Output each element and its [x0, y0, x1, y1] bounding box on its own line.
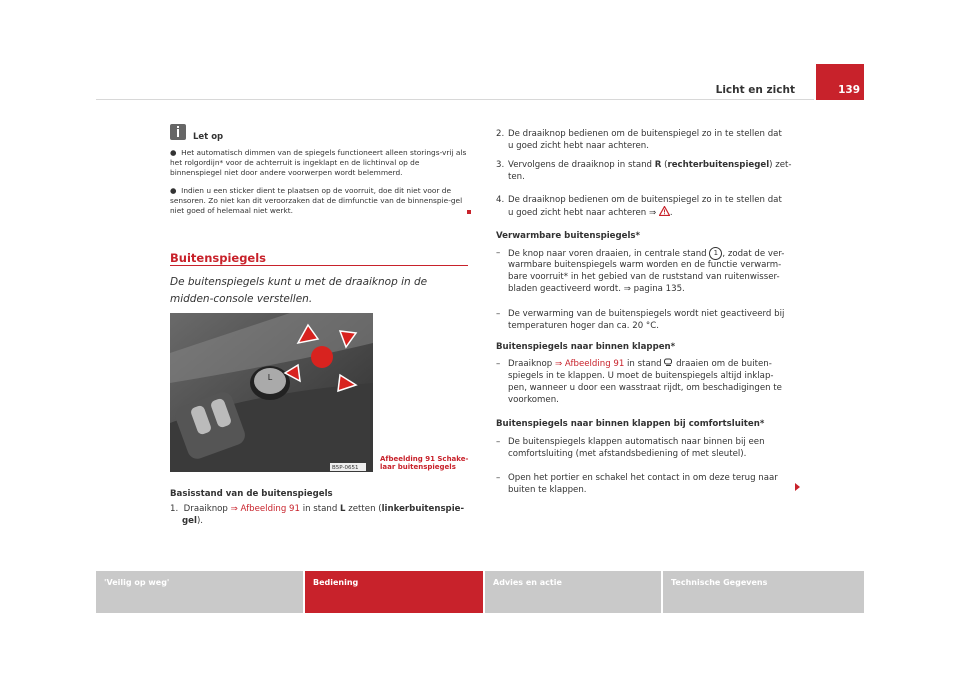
step-3-bold: rechterbuitenspiegel [667, 160, 770, 170]
info-icon [170, 124, 186, 140]
note-bullet-2: ● Indien u een sticker dient te plaatsen op de voorruit, doe dit niet voor de sensoren. Zo niet kan dit veroorzaken dat de dimfunctie van de binnenspie-gel niet goed of helemaal niet werkt. [170, 186, 463, 215]
step-1-bold-a: linkerbuitenspie- [381, 504, 465, 514]
fold-dash-1: – [496, 359, 501, 369]
note-title: Let op [193, 132, 224, 142]
step-1-text-a: Draaiknop [183, 504, 231, 514]
figure-91-link-2[interactable]: ⇒ Afbeelding 91 [554, 359, 625, 369]
continue-arrow-icon [795, 483, 800, 491]
step-2-number: 2. [496, 129, 505, 139]
heated-bullet-1-line-3: bare voorruit* in het gebied van de ruststand van ruitenwisser- [508, 272, 780, 282]
step-1-line-2 [182, 515, 203, 527]
fold-mirror-icon [664, 358, 673, 367]
footer-tab-operation[interactable] [305, 571, 483, 613]
note-bullet-1-text: Het automatisch dimmen van de spiegels functioneert alleen storings-vrij als het rolgordijn* voor de achterruit is ingeklapt en de lichtinval op de binnenspiegel niet door andere voorwerpen wordt belemmerd. [170, 148, 467, 177]
fold-bullet-1-line-3: pen, wanneer u door een wasstraat rijdt, om beschadigingen te [508, 383, 782, 393]
step-4-line-2-text: u goed zicht hebt naar achteren ⇒ [508, 208, 657, 218]
mirror-switch-illustration [170, 313, 373, 472]
heated-dash-2: – [496, 309, 501, 319]
figure-caption-line-1: Afbeelding 91 Schake- [380, 455, 469, 463]
comfort-dash-2: – [496, 473, 501, 483]
fold-bullet-1-line-2: spiegels in te klappen. U moet de buitenspiegels altijd inklap- [508, 371, 774, 381]
heated-bullet-2-line-2: temperaturen hoger dan ca. 20 °C. [508, 321, 659, 331]
heated-bullet-1-text-b: , zodat de ver- [722, 249, 785, 259]
step-3-text-a: Vervolgens de draaiknop in stand [508, 160, 655, 170]
warning-icon[interactable] [659, 206, 670, 216]
step-3-position-r: R [654, 160, 662, 170]
heated-bullet-1-line-4: bladen geactiveerd wordt. ⇒ pagina 135. [508, 284, 685, 294]
step-1 [170, 503, 470, 515]
fold-bullet-1-line-1 [508, 358, 772, 370]
fold-bullet-1-text-a: Draaiknop [508, 359, 555, 369]
position-1-marker: 1 [709, 247, 722, 260]
figure-code: B5P-0651 [332, 465, 359, 471]
heated-dash-1: – [496, 248, 501, 258]
fold-bullet-1-text-c: draaien om de buiten- [673, 359, 772, 369]
step-4-line-2: u goed zicht hebt naar achteren ⇒ . [508, 208, 673, 218]
step-1-bold-b: gel [182, 516, 197, 526]
footer-tab-technical-label: Technische Gegevens [671, 578, 768, 587]
step-1-end: ). [196, 516, 204, 526]
section-heading: Buitenspiegels [170, 251, 267, 265]
footer-tab-advice-label: Advies en actie [493, 578, 562, 587]
note-bullet-2-text: Indien u een sticker dient te plaatsen op de voorruit, doe dit niet voor de sensoren. Zo niet kan dit veroorzaken dat de dimfunctie van de binnenspie-gel niet goed of helemaal niet werkt. [170, 186, 463, 215]
comfort-dash-1: – [496, 437, 501, 447]
section-heading-rule [170, 265, 468, 266]
comfort-bullet-2-line-2: buiten te klappen. [508, 485, 587, 495]
note-bullet-1: ● Het automatisch dimmen van de spiegels functioneert alleen storings-vrij als het rolgordijn* voor de achterruit is ingeklapt en de lichtinval op de binnenspiegel niet door andere voorwerpen wordt belemmerd. [170, 148, 467, 177]
step-2-line-1: De draaiknop bedienen om de buitenspiegel zo in te stellen dat [508, 129, 782, 139]
figure-mirror-switch [170, 313, 373, 472]
figure-91-link[interactable]: ⇒ Afbeelding 91 [230, 504, 300, 514]
step-3-text-c: ) zet- [769, 160, 792, 170]
step-3-line-1 [508, 159, 792, 171]
section-lead: De buitenspiegels kunt u met de draaiknop in de midden-console verstellen. [170, 276, 428, 305]
comfort-bullet-1-line-2: comfortsluiting (met afstandsbediening of met sleutel). [508, 449, 747, 459]
footer-tab-operation-label: Bediening [313, 578, 359, 587]
fold-heading: Buitenspiegels naar binnen klappen* [496, 342, 676, 352]
step-4-number: 4. [496, 195, 505, 205]
comfort-bullet-1-line-1: De buitenspiegels klappen automatisch naar binnen bij een [508, 437, 765, 447]
header-rule [96, 99, 814, 100]
running-header-title: Licht en zicht [715, 84, 795, 96]
step-2-line-2: u goed zicht hebt naar achteren. [508, 141, 649, 151]
footer-tab-advice[interactable] [485, 571, 661, 613]
footer-tab-technical[interactable] [663, 571, 864, 613]
step-1-position-l: L [340, 504, 346, 514]
step-3-number: 3. [496, 160, 505, 170]
subheading-basic-position: Basisstand van de buitenspiegels [170, 489, 333, 499]
step-1-number: 1. [170, 504, 179, 514]
comfort-heading: Buitenspiegels naar binnen klappen bij comfortsluiten* [496, 419, 765, 429]
heated-bullet-1-line-2: warmbare buitenspiegels warm worden en de functie verwarm- [508, 260, 782, 270]
comfort-bullet-2-line-1: Open het portier en schakel het contact in om deze terug naar [508, 473, 778, 483]
heated-bullet-2-line-1: De verwarming van de buitenspiegels wordt niet geactiveerd bij [508, 309, 785, 319]
fold-bullet-1-line-4: voorkomen. [508, 395, 559, 405]
footer-tab-safety[interactable] [96, 571, 303, 613]
step-4-line-1: De draaiknop bedienen om de buitenspiegel zo in te stellen dat [508, 195, 782, 205]
heated-mirrors-heading: Verwarmbare buitenspiegels* [496, 231, 641, 241]
step-1-text-b: in stand [299, 504, 341, 514]
footer-tab-safety-label: 'Veilig op weg' [104, 578, 170, 587]
fold-bullet-1-text-b: in stand [624, 359, 665, 369]
step-3-line-2: ten. [508, 172, 525, 182]
page-number: 139 [838, 84, 860, 96]
heated-bullet-1-text-a: De knop naar voren draaien, in centrale stand [508, 249, 710, 259]
figure-caption-line-2: laar buitenspiegels [380, 463, 456, 471]
step-1-text-c: zetten ( [345, 504, 382, 514]
svg-text:L: L [267, 373, 273, 382]
step-3-text-b: ( [661, 160, 668, 170]
figure-caption [380, 455, 470, 471]
section-end-mark [467, 210, 471, 214]
